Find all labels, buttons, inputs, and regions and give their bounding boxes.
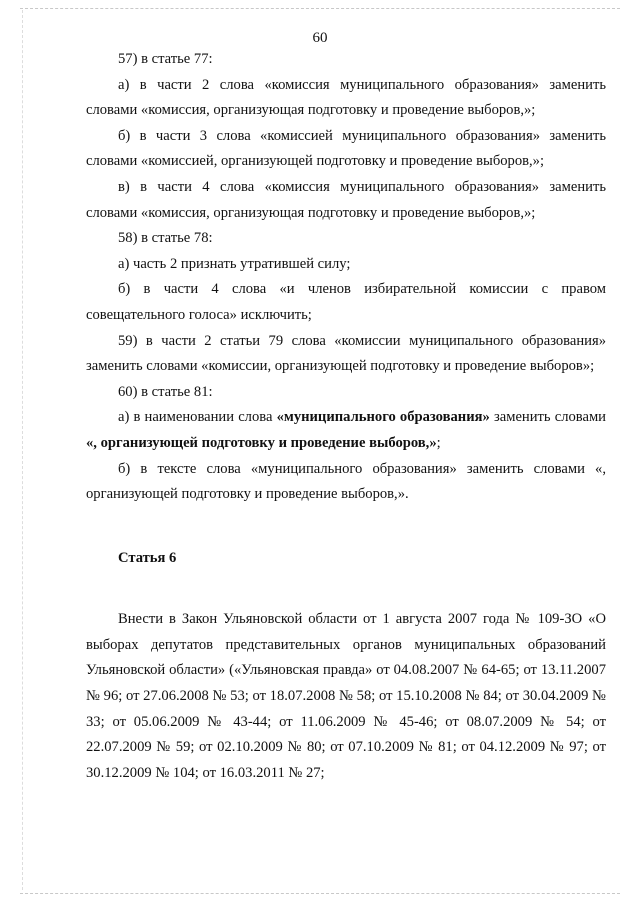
paragraph-59: 59) в части 2 статьи 79 слова «комиссии муниципального образования» заменить словами «комиссии, организующей подготовку и проведение выборов»;: [86, 332, 606, 375]
article-6-text: Внести в Закон Ульяновской области от 1 августа 2007 года № 109-ЗО «О выборах депутатов представительных органов муниципальных образований Ульяновской области» («Ульяновская правда» от 04.08.2007 № 64-65; от 13.11.2007 № 96; от 27.06.2008 № 53; от 18.07.2008 № 58; от 15.10.2008 № 84; от 30.04.2009 № 33; от 05.06.2009 № 43-44; от 11.06.2009 № 45-46; от 08.07.2009 № 54; от 22.07.2009 № 59; от 02.10.2009 № 80; от 07.10.2009 № 81; от 04.12.2009 № 97; от 30.12.2009 № 104; от 16.03.2011 № 27;: [86, 611, 606, 781]
paragraph-57b: б) в части 3 слова «комиссией муниципального образования» заменить словами «комиссией, организующей подготовку и проведение выборов,»;: [86, 127, 606, 170]
scan-edge-left: [22, 10, 23, 890]
paragraph-60: 60) в статье 81:: [118, 383, 213, 400]
spacer: [86, 571, 606, 607]
paragraph-60a-end: ;: [436, 434, 441, 451]
paragraph-60a-middle: заменить словами: [489, 409, 606, 426]
paragraph-60a-bold-term: «муниципального образования»: [276, 409, 490, 426]
paragraph-60a: [86, 405, 606, 456]
paragraph-58: 58) в статье 78:: [118, 230, 213, 247]
paragraph-57: 57) в статье 77:: [118, 51, 213, 67]
spacer: [86, 508, 606, 546]
document-body: [86, 47, 606, 786]
paragraph-60a-bold-replacement: «, организующей подготовку и проведение выборов,»: [86, 434, 437, 451]
paragraph-57c: в) в части 4 слова «комиссия муниципального образования» заменить словами «комиссия, организующая подготовку и проведение выборов,»;: [86, 178, 606, 221]
article-heading: Статья 6: [118, 549, 177, 566]
paragraph-58b: б) в части 4 слова «и членов избирательной комиссии с правом совещательного голоса» исключить;: [86, 281, 606, 323]
paragraph-60a-start: а) в наименовании слова: [118, 409, 277, 426]
page-number: 60: [312, 30, 328, 46]
paragraph-58a: а) часть 2 признать утратившей силу;: [118, 255, 351, 272]
paragraph-60b: б) в тексте слова «муниципального образования» заменить словами «, организующей подготовку и проведение выборов,».: [86, 460, 606, 503]
scan-edge-bottom: [20, 893, 620, 894]
paragraph-57a: а) в части 2 слова «комиссия муниципального образования» заменить словами «комиссия, организующая подготовку и проведение выборов,»;: [86, 76, 606, 119]
scan-edge-top: [20, 8, 620, 9]
